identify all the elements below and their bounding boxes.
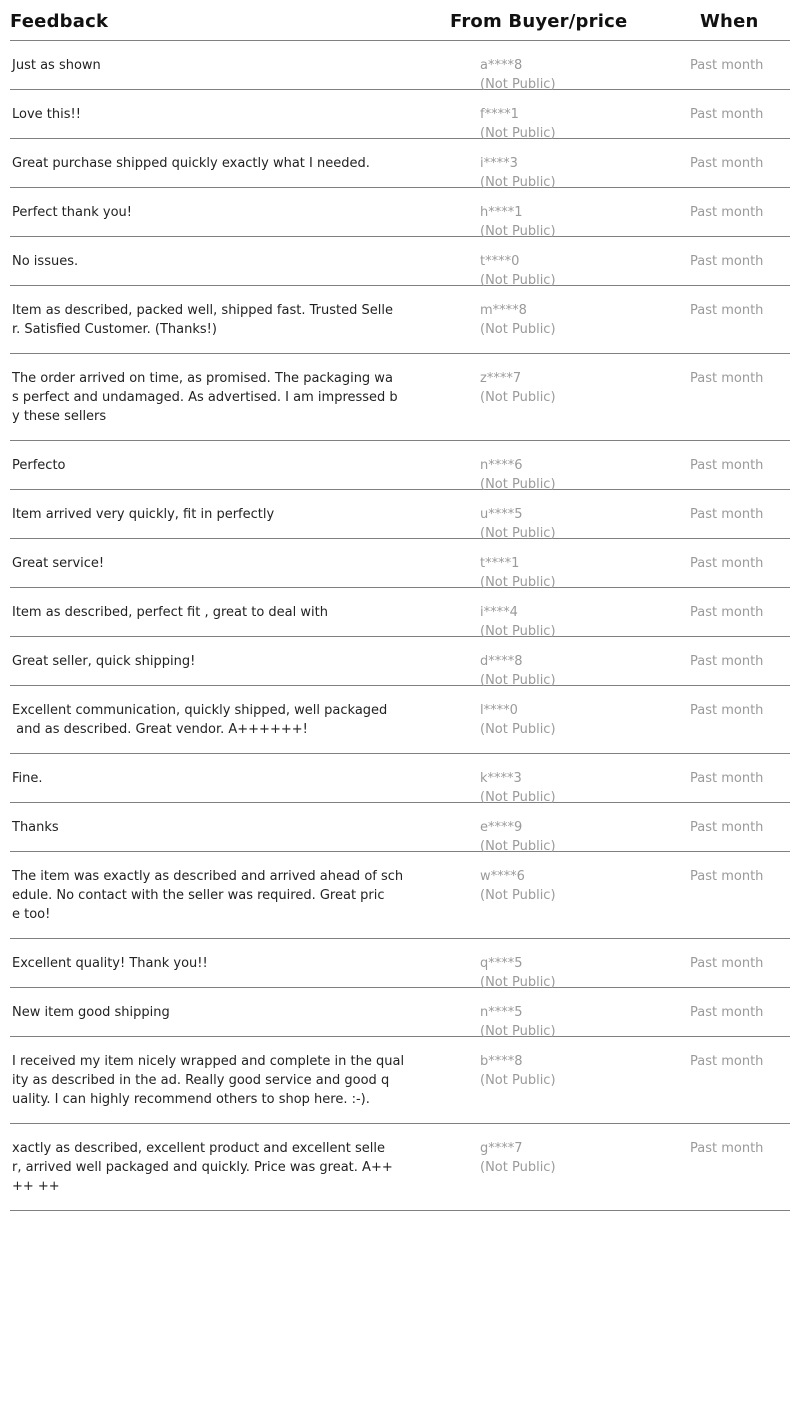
buyer-id: u****5 — [480, 507, 523, 522]
buyer-cell — [480, 301, 556, 339]
feedback-date: Past month — [690, 205, 764, 220]
feedback-date: Past month — [690, 703, 764, 718]
buyer-cell — [480, 954, 556, 992]
feedback-date: Past month — [690, 1141, 764, 1156]
price-visibility: (Not Public) — [480, 575, 556, 590]
column-header-buyer-price: From Buyer/price — [450, 11, 628, 32]
feedback-text: Excellent quality! Thank you!! — [12, 956, 208, 971]
feedback-row — [10, 354, 790, 441]
price-visibility: (Not Public) — [480, 477, 556, 492]
feedback-row — [10, 41, 790, 90]
buyer-id: q****5 — [480, 956, 523, 971]
buyer-cell — [480, 652, 556, 690]
price-visibility: (Not Public) — [480, 790, 556, 805]
price-visibility: (Not Public) — [480, 839, 556, 854]
feedback-date: Past month — [690, 605, 764, 620]
price-visibility: (Not Public) — [480, 624, 556, 639]
feedback-date: Past month — [690, 1005, 764, 1020]
feedback-row — [10, 286, 790, 354]
feedback-date: Past month — [690, 107, 764, 122]
feedback-row — [10, 139, 790, 188]
feedback-row — [10, 441, 790, 490]
buyer-cell — [480, 769, 556, 807]
feedback-text: The order arrived on time, as promised. The packaging wa s perfect and undamaged. As advertised. I am impressed b y these sellers — [12, 371, 398, 424]
feedback-date: Past month — [690, 654, 764, 669]
feedback-table-header — [10, 0, 790, 41]
feedback-row — [10, 490, 790, 539]
buyer-id: m****8 — [480, 303, 527, 318]
buyer-id: h****1 — [480, 205, 523, 220]
feedback-date: Past month — [690, 1054, 764, 1069]
feedback-date: Past month — [690, 556, 764, 571]
buyer-id: k****3 — [480, 771, 522, 786]
buyer-cell — [480, 701, 556, 739]
buyer-cell — [480, 105, 556, 143]
feedback-row — [10, 90, 790, 139]
feedback-date: Past month — [690, 254, 764, 269]
feedback-date: Past month — [690, 820, 764, 835]
price-visibility: (Not Public) — [480, 673, 556, 688]
feedback-text: Just as shown — [12, 58, 101, 73]
price-visibility: (Not Public) — [480, 1073, 556, 1088]
price-visibility: (Not Public) — [480, 1024, 556, 1039]
price-visibility: (Not Public) — [480, 273, 556, 288]
buyer-id: i****4 — [480, 605, 518, 620]
feedback-date: Past month — [690, 869, 764, 884]
price-visibility: (Not Public) — [480, 224, 556, 239]
feedback-row — [10, 539, 790, 588]
feedback-text: Thanks — [12, 820, 59, 835]
buyer-id: n****5 — [480, 1005, 523, 1020]
feedback-date: Past month — [690, 507, 764, 522]
buyer-id: w****6 — [480, 869, 525, 884]
buyer-cell — [480, 1052, 556, 1090]
feedback-date: Past month — [690, 156, 764, 171]
buyer-cell — [480, 154, 556, 192]
buyer-id: n****6 — [480, 458, 523, 473]
buyer-cell — [480, 456, 556, 494]
feedback-text: Item as described, perfect fit , great to deal with — [12, 605, 328, 620]
buyer-cell — [480, 369, 556, 407]
buyer-id: t****0 — [480, 254, 520, 269]
feedback-row — [10, 188, 790, 237]
buyer-cell — [480, 203, 556, 241]
price-visibility: (Not Public) — [480, 390, 556, 405]
buyer-id: t****1 — [480, 556, 520, 571]
feedback-text: Love this!! — [12, 107, 81, 122]
buyer-id: e****9 — [480, 820, 523, 835]
feedback-date: Past month — [690, 771, 764, 786]
buyer-cell — [480, 603, 556, 641]
feedback-row — [10, 1124, 790, 1211]
price-visibility: (Not Public) — [480, 77, 556, 92]
feedback-text: Excellent communication, quickly shipped, well packaged and as described. Great vendor. A++++++! — [12, 703, 388, 737]
buyer-cell — [480, 867, 556, 905]
buyer-cell — [480, 252, 556, 290]
feedback-row — [10, 754, 790, 803]
feedback-text: Great purchase shipped quickly exactly what I needed. — [12, 156, 370, 171]
price-visibility: (Not Public) — [480, 526, 556, 541]
buyer-id: l****0 — [480, 703, 518, 718]
feedback-row — [10, 686, 790, 754]
feedback-date: Past month — [690, 58, 764, 73]
feedback-date: Past month — [690, 956, 764, 971]
buyer-id: f****1 — [480, 107, 519, 122]
buyer-id: z****7 — [480, 371, 522, 386]
buyer-cell — [480, 818, 556, 856]
feedback-text: I received my item nicely wrapped and complete in the qual ity as described in the ad. Really good service and good q uality. I can highly recommend others to shop here. :-). — [12, 1054, 405, 1107]
feedback-date: Past month — [690, 458, 764, 473]
feedback-row — [10, 637, 790, 686]
price-visibility: (Not Public) — [480, 888, 556, 903]
buyer-cell — [480, 505, 556, 543]
feedback-text: Item arrived very quickly, fit in perfectly — [12, 507, 275, 522]
price-visibility: (Not Public) — [480, 322, 556, 337]
price-visibility: (Not Public) — [480, 126, 556, 141]
buyer-cell — [480, 554, 556, 592]
buyer-id: g****7 — [480, 1141, 523, 1156]
feedback-text: Great service! — [12, 556, 105, 571]
feedback-row — [10, 237, 790, 286]
buyer-cell — [480, 1139, 556, 1177]
feedback-row — [10, 588, 790, 637]
feedback-text: Fine. — [12, 771, 43, 786]
feedback-text: No issues. — [12, 254, 79, 269]
price-visibility: (Not Public) — [480, 1160, 556, 1175]
buyer-id: a****8 — [480, 58, 523, 73]
feedback-text: xactly as described, excellent product and excellent selle r, arrived well packaged and quickly. Price was great. A++ ++ ++ — [12, 1141, 393, 1194]
feedback-text: The item was exactly as described and arrived ahead of sch edule. No contact with the seller was required. Great pric e too! — [12, 869, 404, 922]
buyer-id: d****8 — [480, 654, 523, 669]
feedback-date: Past month — [690, 371, 764, 386]
column-header-when: When — [700, 11, 759, 32]
buyer-cell — [480, 1003, 556, 1041]
price-visibility: (Not Public) — [480, 722, 556, 737]
column-header-feedback: Feedback — [10, 11, 109, 32]
feedback-row — [10, 803, 790, 852]
buyer-id: i****3 — [480, 156, 518, 171]
feedback-text: New item good shipping — [12, 1005, 170, 1020]
feedback-row — [10, 852, 790, 939]
feedback-row — [10, 988, 790, 1037]
buyer-id: b****8 — [480, 1054, 523, 1069]
feedback-row — [10, 939, 790, 988]
feedback-row — [10, 1037, 790, 1124]
price-visibility: (Not Public) — [480, 975, 556, 990]
feedback-text: Item as described, packed well, shipped fast. Trusted Selle r. Satisfied Customer. (Thanks!) — [12, 303, 393, 337]
price-visibility: (Not Public) — [480, 175, 556, 190]
feedback-list — [10, 41, 790, 1211]
buyer-cell — [480, 56, 556, 94]
feedback-text: Great seller, quick shipping! — [12, 654, 196, 669]
feedback-text: Perfect thank you! — [12, 205, 132, 220]
feedback-date: Past month — [690, 303, 764, 318]
feedback-text: Perfecto — [12, 458, 66, 473]
